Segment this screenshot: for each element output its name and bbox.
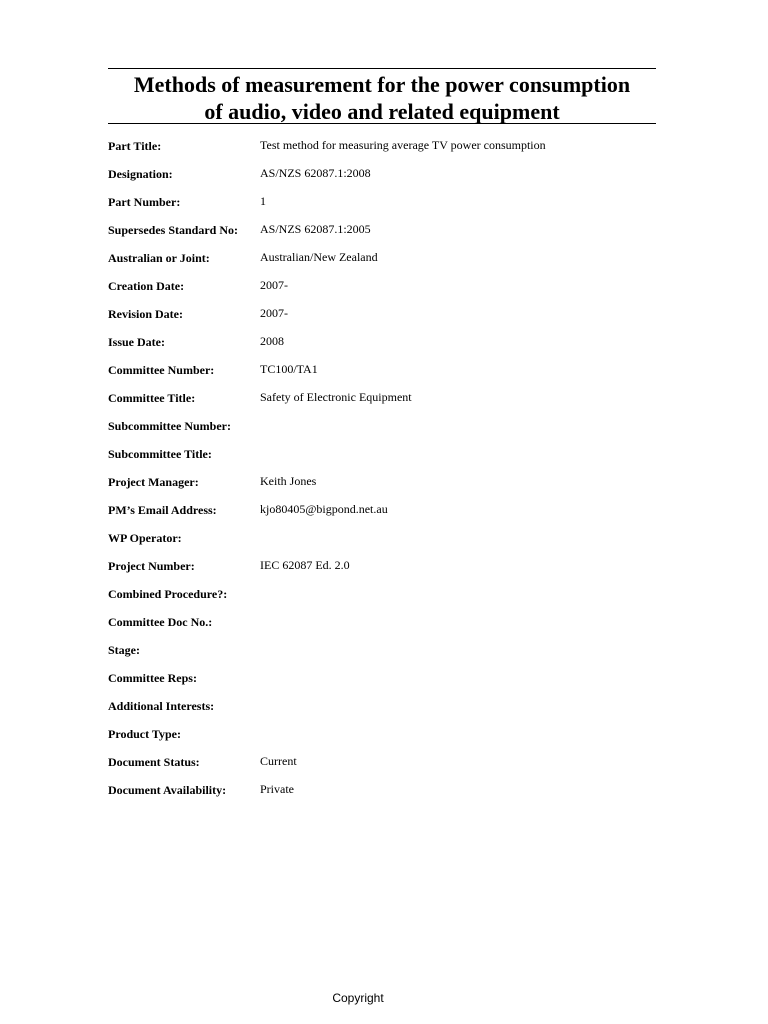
document-title-line-1: Methods of measurement for the power consumption [133,72,631,97]
field-value: Private [260,782,294,796]
field-label: Part Title: [108,139,162,153]
field-row-australian-or-joint [108,250,668,278]
field-label: Subcommittee Title: [108,447,212,461]
field-row-committee-number [108,362,668,390]
field-value: 2008 [260,334,284,348]
copyright-footer: Copyright [332,991,384,1005]
field-row-project-manager [108,474,668,502]
field-value: Australian/New Zealand [260,250,378,264]
field-value: 2007- [260,278,288,292]
field-row-subcommittee-number [108,418,668,446]
field-row-designation [108,166,668,194]
field-row-creation-date [108,278,668,306]
field-value: 1 [260,194,266,208]
field-label: Additional Interests: [108,699,215,713]
field-value: Keith Jones [260,474,317,488]
field-row-product-type [108,726,668,754]
field-row-document-status [108,754,668,782]
field-value: TC100/TA1 [260,362,318,376]
field-value: kjo80405@bigpond.net.au [260,502,388,516]
field-value: Current [260,754,297,768]
field-value: AS/NZS 62087.1:2005 [260,222,371,236]
document-title-line-2: of audio, video and related equipment [204,99,560,124]
field-label: Project Manager: [108,475,199,489]
field-row-combined-procedure [108,586,668,614]
field-label: Creation Date: [108,279,185,293]
field-row-committee-reps [108,670,668,698]
field-label: Stage: [108,643,140,657]
field-row-part-title [108,138,668,166]
document-title [108,68,656,124]
field-label: Product Type: [108,727,182,741]
field-row-pm-email-address [108,502,668,530]
field-label: Committee Title: [108,391,196,405]
field-label: WP Operator: [108,531,182,545]
field-label: Document Status: [108,755,200,769]
field-row-part-number [108,194,668,222]
field-row-wp-operator [108,530,668,558]
field-label: Committee Reps: [108,671,197,685]
field-row-project-number [108,558,668,586]
field-value: Test method for measuring average TV power consumption [260,138,546,152]
field-label: PM’s Email Address: [108,503,217,517]
field-label: Document Availability: [108,783,227,797]
field-row-stage [108,642,668,670]
field-value: AS/NZS 62087.1:2008 [260,166,371,180]
field-value: IEC 62087 Ed. 2.0 [260,558,350,572]
field-label: Project Number: [108,559,195,573]
field-row-revision-date [108,306,668,334]
field-value: 2007- [260,306,288,320]
field-row-document-availability [108,782,668,810]
field-label: Supersedes Standard No: [108,223,239,237]
field-row-committee-doc-no [108,614,668,642]
field-value: Safety of Electronic Equipment [260,390,412,404]
field-label: Combined Procedure?: [108,587,228,601]
field-row-committee-title [108,390,668,418]
field-label: Committee Number: [108,363,215,377]
field-row-additional-interests [108,698,668,726]
field-label: Designation: [108,167,173,181]
field-row-supersedes-standard [108,222,668,250]
field-label: Issue Date: [108,335,165,349]
field-label: Subcommittee Number: [108,419,231,433]
metadata-fields [108,138,668,810]
field-label: Committee Doc No.: [108,615,213,629]
field-label: Part Number: [108,195,181,209]
field-label: Revision Date: [108,307,183,321]
field-label: Australian or Joint: [108,251,210,265]
field-row-issue-date [108,334,668,362]
field-row-subcommittee-title [108,446,668,474]
